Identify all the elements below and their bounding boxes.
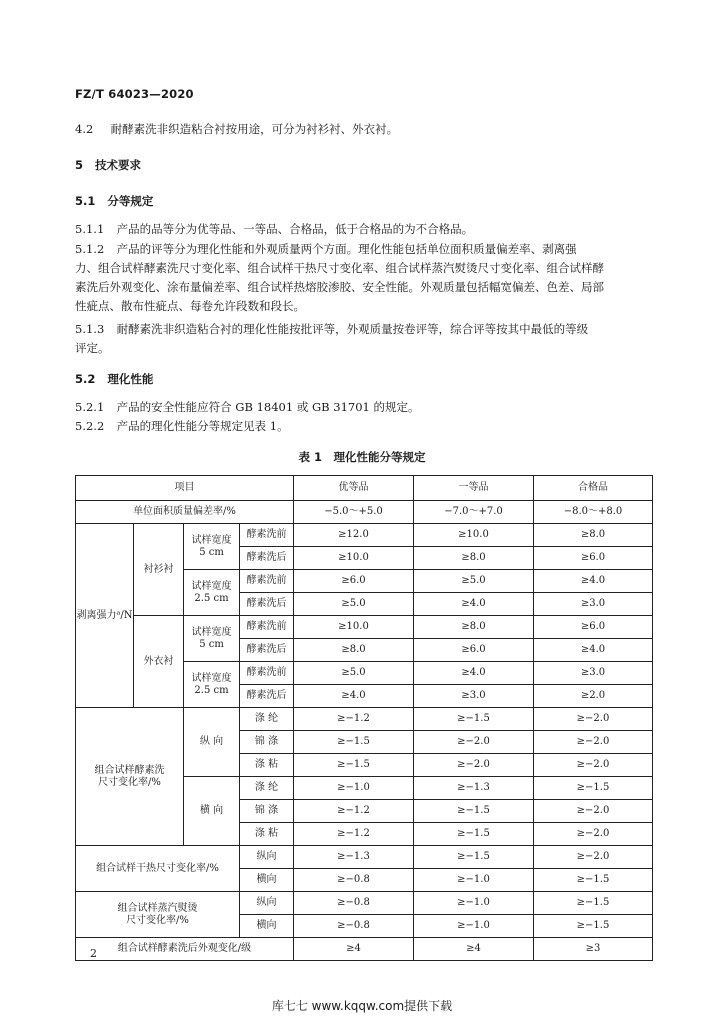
table-cell: ≥3 <box>534 938 653 961</box>
table-cell: ≥8.0 <box>414 616 534 639</box>
enzyme-dim-label-line2: 尺寸变化率/% <box>98 776 161 788</box>
label-after-wash: 酵素洗后 <box>240 639 294 662</box>
row-label-appearance: 组合试样酵素洗后外观变化/级 <box>76 938 294 961</box>
table-cell: ≥−2.0 <box>534 708 653 731</box>
table-cell: ≥−1.0 <box>414 915 534 938</box>
width-value: 5 cm <box>199 638 224 650</box>
label-nylon-polyester: 锦 涤 <box>240 731 294 754</box>
table-row <box>76 846 653 869</box>
label-polyester-cotton: 涤 纶 <box>240 708 294 731</box>
label-width-5cm <box>184 524 240 570</box>
table-cell: ≥−1.2 <box>294 800 414 823</box>
table-cell: ≥10.0 <box>414 524 534 547</box>
steam-label-line2: 尺寸变化率/% <box>126 914 189 926</box>
clause-5-1-3: 5.1.3 耐酵素洗非织造粘合衬的理化性能按批评等，外观质量按卷评等，综合评等按其中最低的等级 评定。 <box>75 322 589 355</box>
page-number: 2 <box>90 947 97 960</box>
download-footer: 库七七 www.kqqw.com提供下载 <box>271 999 453 1013</box>
table-cell: ≥−0.8 <box>294 869 414 892</box>
table-cell: ≥−1.5 <box>294 731 414 754</box>
label-after-wash: 酵素洗后 <box>240 547 294 570</box>
table-cell: ≥5.0 <box>294 662 414 685</box>
label-weft: 横向 <box>240 915 294 938</box>
width-label: 试样宽度 <box>191 534 232 546</box>
label-polyester-viscose: 涤 粘 <box>240 754 294 777</box>
table-cell: ≥10.0 <box>294 616 414 639</box>
label-warp: 纵 向 <box>184 708 240 777</box>
label-width-5cm <box>184 616 240 662</box>
table-cell: −5.0～+5.0 <box>294 501 414 524</box>
width-label: 试样宽度 <box>191 626 232 638</box>
table-cell: ≥4.0 <box>414 593 534 616</box>
label-after-wash: 酵素洗后 <box>240 593 294 616</box>
label-before-wash: 酵素洗前 <box>240 616 294 639</box>
table-cell: ≥−1.0 <box>414 892 534 915</box>
width-value: 5 cm <box>199 546 224 558</box>
header-grade-superior: 优等品 <box>294 476 414 501</box>
physical-properties-table <box>75 475 653 961</box>
section-5-2-heading: 5.2 理化性能 <box>75 372 154 386</box>
row-label-mass: 单位面积质量偏差率/% <box>76 501 294 524</box>
table-cell: ≥−1.5 <box>414 800 534 823</box>
table-cell: ≥−2.0 <box>414 754 534 777</box>
table-header-row <box>76 476 653 501</box>
table-cell: ≥−0.8 <box>294 892 414 915</box>
table-cell: ≥−2.0 <box>534 823 653 846</box>
table-cell: ≥−1.5 <box>534 777 653 800</box>
width-label: 试样宽度 <box>191 580 232 592</box>
table-cell: ≥5.0 <box>414 570 534 593</box>
clause-5-1-2: 5.1.2 产品的评等分为理化性能和外观质量两个方面。理化性能包括单位面积质量偏差率、剥离强 力、组合试样酵素洗尺寸变化率、组合试样干热尺寸变化率、组合试样蒸汽熨烫尺寸变化率、组合试样酵 素洗后外观变化、涂布量偏差率、组合试样热熔胶渗胶、安全性能。外观质量包括幅宽偏差、色差、局部 性疵点、散布性疵点、每卷允许段数和段长。 <box>75 242 604 313</box>
table-cell: ≥4 <box>294 938 414 961</box>
header-grade-first: 一等品 <box>414 476 534 501</box>
clause-4-2: 4.2 耐酵素洗非织造粘合衬按用途，可分为衬衫衬、外衣衬。 <box>75 122 399 136</box>
table-row <box>76 501 653 524</box>
table-row <box>76 892 653 915</box>
label-before-wash: 酵素洗前 <box>240 524 294 547</box>
table-cell: ≥4 <box>414 938 534 961</box>
row-label-dry-heat: 组合试样干热尺寸变化率/% <box>76 846 240 892</box>
table-cell: ≥12.0 <box>294 524 414 547</box>
section-5-heading: 5 技术要求 <box>75 158 142 172</box>
table-cell: ≥−1.5 <box>534 869 653 892</box>
table-cell: ≥8.0 <box>534 524 653 547</box>
steam-label-line1: 组合试样蒸汽熨烫 <box>117 902 198 914</box>
table-cell: ≥6.0 <box>294 570 414 593</box>
label-before-wash: 酵素洗前 <box>240 662 294 685</box>
width-label: 试样宽度 <box>191 672 232 684</box>
table-cell: ≥−2.0 <box>534 754 653 777</box>
label-coat-lining: 外衣衬 <box>134 616 184 708</box>
table-cell: ≥−0.8 <box>294 915 414 938</box>
table-cell: ≥4.0 <box>414 662 534 685</box>
label-warp: 纵向 <box>240 892 294 915</box>
table-cell: ≥4.0 <box>534 570 653 593</box>
label-before-wash: 酵素洗前 <box>240 570 294 593</box>
table-cell: ≥10.0 <box>294 547 414 570</box>
label-weft: 横向 <box>240 869 294 892</box>
header-item: 项目 <box>76 476 294 501</box>
label-shirt-lining: 衬衫衬 <box>134 524 184 616</box>
table-row <box>76 938 653 961</box>
label-width-2-5cm <box>184 662 240 708</box>
table-cell: ≥−1.2 <box>294 823 414 846</box>
table-cell: ≥−1.5 <box>534 915 653 938</box>
header-grade-qualified: 合格品 <box>534 476 653 501</box>
row-label-enzyme-dim <box>76 708 184 846</box>
clause-5-2-2: 5.2.2 产品的理化性能分等规定见表 1。 <box>75 419 289 433</box>
label-width-2-5cm <box>184 570 240 616</box>
table-cell: −8.0～+8.0 <box>534 501 653 524</box>
table-cell: ≥6.0 <box>534 547 653 570</box>
label-after-wash: 酵素洗后 <box>240 685 294 708</box>
table-cell: ≥−1.0 <box>294 777 414 800</box>
enzyme-dim-label-line1: 组合试样酵素洗 <box>94 764 165 776</box>
table-cell: ≥−1.5 <box>414 846 534 869</box>
table-row <box>76 616 653 639</box>
table-cell: ≥−1.3 <box>294 846 414 869</box>
table-cell: ≥6.0 <box>414 639 534 662</box>
table-caption: 表 1 理化性能分等规定 <box>298 450 426 464</box>
label-warp: 纵向 <box>240 846 294 869</box>
clause-5-2-1: 5.2.1 产品的安全性能应符合 GB 18401 或 GB 31701 的规定。 <box>75 400 420 414</box>
table-cell: ≥8.0 <box>414 547 534 570</box>
table-cell: ≥5.0 <box>294 593 414 616</box>
table-cell: ≥2.0 <box>534 685 653 708</box>
width-value: 2.5 cm <box>194 592 229 604</box>
row-label-peel: 剥离强力ᵃ/N <box>76 524 134 708</box>
table-cell: ≥−1.5 <box>294 754 414 777</box>
table-cell: ≥−2.0 <box>534 800 653 823</box>
table-cell: ≥−2.0 <box>534 731 653 754</box>
table-cell: ≥−1.5 <box>414 823 534 846</box>
table-cell: ≥4.0 <box>294 685 414 708</box>
table-cell: ≥3.0 <box>534 593 653 616</box>
label-nylon-polyester: 锦 涤 <box>240 800 294 823</box>
table-cell: −7.0～+7.0 <box>414 501 534 524</box>
label-polyester-viscose: 涤 粘 <box>240 823 294 846</box>
table-cell: ≥−2.0 <box>414 731 534 754</box>
standard-number: FZ/T 64023—2020 <box>75 87 194 101</box>
table-cell: ≥−2.0 <box>534 846 653 869</box>
width-value: 2.5 cm <box>194 684 229 696</box>
table-cell: ≥4.0 <box>534 639 653 662</box>
row-label-steam <box>76 892 240 938</box>
table-cell: ≥−1.3 <box>414 777 534 800</box>
table-cell: ≥3.0 <box>534 662 653 685</box>
table-cell: ≥8.0 <box>294 639 414 662</box>
section-5-1-heading: 5.1 分等规定 <box>75 194 154 208</box>
table-cell: ≥−1.0 <box>414 869 534 892</box>
label-weft: 横 向 <box>184 777 240 846</box>
table-cell: ≥6.0 <box>534 616 653 639</box>
table-cell: ≥−1.5 <box>414 708 534 731</box>
table-cell: ≥−1.2 <box>294 708 414 731</box>
label-polyester-cotton: 涤 纶 <box>240 777 294 800</box>
table-cell: ≥−1.5 <box>534 892 653 915</box>
table-cell: ≥3.0 <box>414 685 534 708</box>
table-row <box>76 524 653 547</box>
table-row <box>76 708 653 731</box>
clause-5-1-1: 5.1.1 产品的品等分为优等品、一等品、合格品，低于合格品的为不合格品。 <box>75 222 474 236</box>
